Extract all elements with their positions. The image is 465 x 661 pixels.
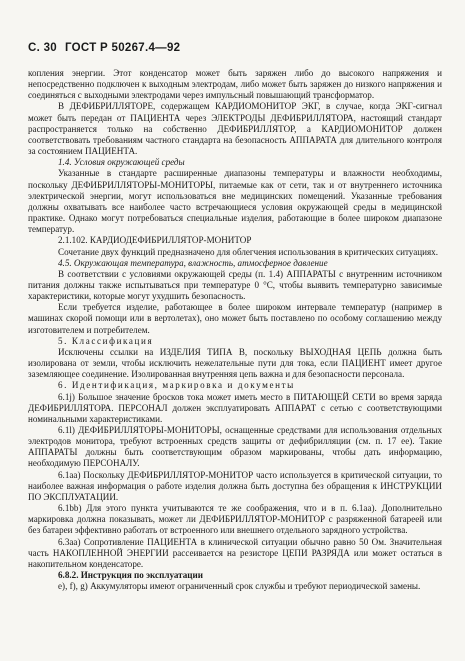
paragraph: В соответствии с условиями окружающей среды (п. 1.4) АППАРАТЫ с внутренним источником питания должны также испытываться при температуре 0 °С, чтобы выявить температурно зависимые характеристики, которые могут ухудшить безопасность. (28, 268, 442, 302)
page-header (28, 42, 180, 54)
paragraph: Исключены ссылки на ИЗДЕЛИЯ ТИПА В, поскольку ВЫХОДНАЯ ЦЕПЬ должна быть изолирована от земли, чтобы исключить нежелательные пути для тока, если ПАЦИЕНТ имеет другое заземляющее соединение. Изолированная внутренняя цепь важна и для безопасности персонала. (28, 346, 442, 380)
paragraph: 1.4. Условия окружающей среды (58, 157, 185, 168)
paragraph: 6.1j) Большое значение бросков тока может иметь место в ПИТАЮЩЕЙ СЕТИ во время заряда ДЕФИБРИЛЛЯТОРА. ПЕРСОНАЛ должен эксплуатировать АППАРАТ с сетью с соответствующими номинальными характеристиками. (28, 391, 442, 424)
standard-designation: ГОСТ Р 50267.4—92 (65, 42, 181, 54)
page-number: С. 30 (28, 42, 57, 54)
document-body (28, 68, 442, 592)
paragraph: Указанные в стандарте расширенные диапазоны температуры и влажности необходимы, поскольку ДЕФИБРИЛЛЯТОРЫ-МОНИТОРЫ, питаемые как от сети, так и от внутреннего источника электрической энергии, могут использоваться вне медицинских помещений. Указанные требования должны охватывать все наиболее часто встречающиеся условия окружающей среды в медицинской практике. Однако могут потребоваться специальные изделия, работающие в более широком диапазоне температур. (28, 168, 442, 235)
paragraph: е), f), g) Аккумуляторы имеют ограниченный срок службы и требуют периодической замены. (58, 581, 421, 592)
paragraph: Сочетание двух функций предназначено для облегчения использования в критических ситуациях. (58, 246, 438, 257)
paragraph: 4.5. Окружающая температура, влажность, атмосферное давление (58, 257, 328, 268)
paragraph: Если требуется изделие, работающее в более широком интервале температур (например в машинах скорой помощи или в вертолетах), оно может быть поставлено по особому соглашению между изготовителем и потребителем. (28, 302, 442, 335)
paragraph: 6. Идентификация, маркировка и документы (58, 380, 295, 391)
paragraph: 6.1bb) Для этого пункта учитываются те же соображения, что и в п. 6.1aa). Дополнительно маркировка должна показывать, может ли ДЕФИБРИЛЛЯТОР-МОНИТОР с разряженной батареей или без батареи эффективно работать от встроенного или внешнего отдельного зарядного устройства. (28, 503, 442, 536)
paragraph: 6.1l) ДЕФИБРИЛЛЯТОРЫ-МОНИТОРЫ, оснащенные средствами для использования отдельных электродов монитора, требуют встроенных средств защиты от дефибрилляции (см. п. 17 ee). Такие АППАРАТЫ должны быть соответствующим образом маркированы, чтобы дать информацию, необходимую ПЕРСОНАЛУ. (28, 425, 442, 469)
paragraph: 6.1aa) Поскольку ДЕФИБРИЛЛЯТОР-МОНИТОР часто используется в критической ситуации, то наиболее важная информация о работе изделия должна быть доступна без обращения к ИНСТРУКЦИИ ПО ЭКСПЛУАТАЦИИ. (28, 469, 442, 502)
paragraph: копления энергии. Этот конденсатор может быть заряжен либо до высокого напряжения и непосредственно подключен к выходным электродам, либо может быть заряжен до низкого напряжения и соединяться с выходными электродами через импульсный повышающий трансформатор. (28, 68, 442, 101)
paragraph: 6.8.2. Инструкция по эксплуатации (58, 570, 204, 581)
paragraph: 5. Классификация (58, 335, 154, 346)
paragraph: 2.1.102. КАРДИОДЕФИБРИЛЛЯТОР-МОНИТОР (58, 235, 252, 246)
paragraph: В ДЕФИБРИЛЛЯТОРЕ, содержащем КАРДИОМОНИТОР ЭКГ, в случае, когда ЭКГ-сигнал может быть передан от ПАЦИЕНТА через ЭЛЕКТРОДЫ ДЕФИБРИЛЛЯТОРА, настоящий стандарт распространяется только на собственно ДЕФИБРИЛЛЯТОР, а КАРДИОМОНИТОР должен соответствовать требованиям частного стандарта на безопасность АППАРАТА для длительного контроля за состоянием ПАЦИЕНТА. (28, 101, 442, 157)
paragraph: 6.3aa) Сопротивление ПАЦИЕНТА в клинической ситуации обычно равно 50 Ом. Значительная часть НАКОПЛЕННОЙ ЭНЕРГИИ рассеивается на резисторе ЦЕПИ РАЗРЯДА или может остаться в накопительном конденсаторе. (28, 536, 442, 569)
